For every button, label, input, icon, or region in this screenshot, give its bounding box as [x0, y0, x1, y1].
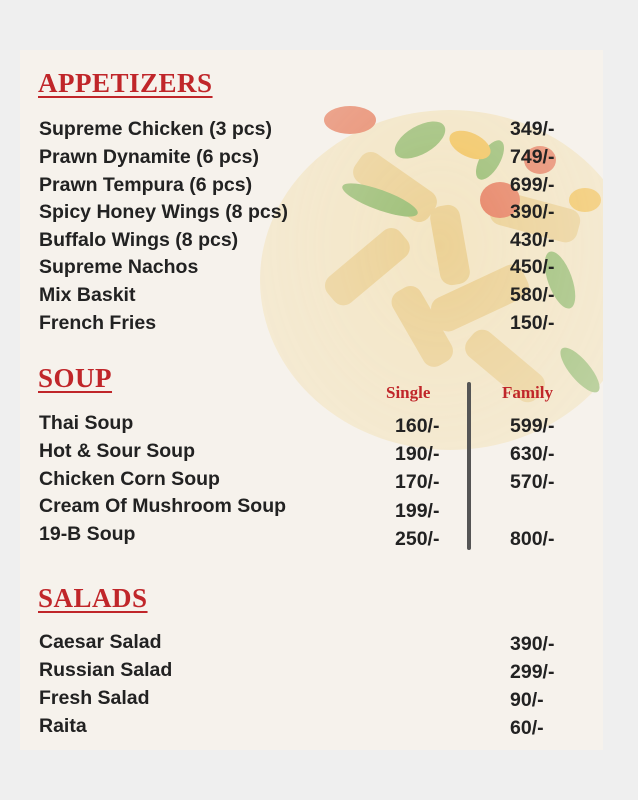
salad-item-price: 390/- — [510, 633, 555, 655]
appetizer-item-name: Mix Baskit — [39, 284, 136, 306]
appetizers-heading: APPETIZERS — [38, 68, 213, 98]
salad-item-name: Russian Salad — [39, 659, 173, 681]
appetizer-item-name: French Fries — [39, 312, 157, 334]
soup-item-name: 19-B Soup — [39, 523, 136, 545]
salad-item-price: 90/- — [510, 689, 544, 711]
salads-heading: SALADS — [38, 583, 148, 613]
soup-item-name: Thai Soup — [39, 412, 134, 434]
appetizer-item-price: 749/- — [510, 146, 555, 168]
appetizer-item-price: 349/- — [510, 118, 555, 140]
soup-item-name: Cream Of Mushroom Soup — [39, 495, 287, 517]
menu-card — [20, 50, 603, 750]
appetizer-item-price: 580/- — [510, 284, 555, 306]
appetizer-item-name: Supreme Nachos — [39, 256, 199, 278]
salad-item-name: Raita — [39, 715, 87, 737]
soup-family-price: 570/- — [510, 471, 555, 493]
soup-family-price: 599/- — [510, 415, 555, 437]
appetizer-item-price: 150/- — [510, 312, 555, 334]
soup-heading: SOUP — [38, 363, 113, 393]
soup-item-name: Chicken Corn Soup — [39, 468, 220, 490]
salad-item-name: Caesar Salad — [39, 631, 162, 653]
salad-item-price: 60/- — [510, 717, 544, 739]
appetizer-item-name: Prawn Dynamite (6 pcs) — [39, 146, 259, 168]
column-divider — [467, 382, 471, 550]
soup-single-price: 199/- — [395, 500, 440, 522]
appetizer-item-price: 450/- — [510, 256, 555, 278]
soup-family-price: 630/- — [510, 443, 555, 465]
soup-single-price: 190/- — [395, 443, 440, 465]
family-column-header: Family — [502, 383, 553, 402]
appetizer-item-name: Spicy Honey Wings (8 pcs) — [39, 201, 289, 223]
single-column-header: Single — [386, 383, 431, 402]
salad-item-name: Fresh Salad — [39, 687, 150, 709]
soup-family-price: 800/- — [510, 528, 555, 550]
soup-single-price: 160/- — [395, 415, 440, 437]
salad-item-price: 299/- — [510, 661, 555, 683]
appetizer-item-name: Prawn Tempura (6 pcs) — [39, 174, 253, 196]
soup-item-name: Hot & Sour Soup — [39, 440, 195, 462]
appetizer-item-name: Buffalo Wings (8 pcs) — [39, 229, 239, 251]
soup-single-price: 250/- — [395, 528, 440, 550]
appetizer-item-name: Supreme Chicken (3 pcs) — [39, 118, 272, 140]
appetizer-item-price: 699/- — [510, 174, 555, 196]
appetizer-item-price: 390/- — [510, 201, 555, 223]
appetizer-item-price: 430/- — [510, 229, 555, 251]
soup-single-price: 170/- — [395, 471, 440, 493]
